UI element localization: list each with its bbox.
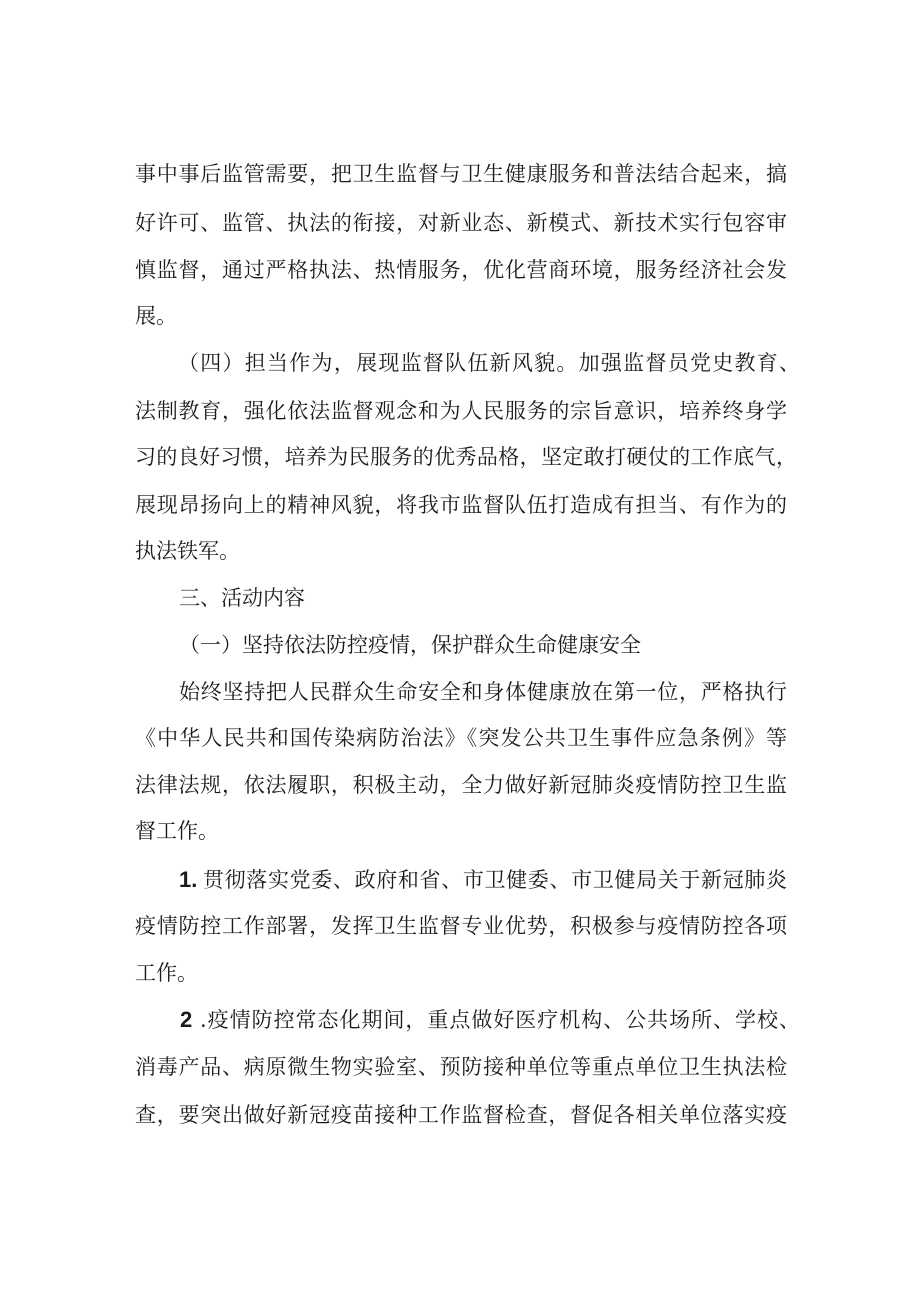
text-line: 《中华人民共和国传染病防治法》《突发公共卫生事件应急条例》等: [135, 726, 787, 750]
text-line: 工作。: [135, 961, 198, 985]
text-line: 法制教育，强化依法监督观念和为人民服务的宗旨意识，培养终身学: [135, 399, 787, 423]
text-line: 事中事后监管需要，把卫生监督与卫生健康服务和普法结合起来，搞: [135, 162, 787, 186]
text-line: 法律法规，依法履职，积极主动，全力做好新冠肺炎疫情防控卫生监: [135, 773, 787, 797]
paragraph-line: [0, 672, 920, 712]
text-line: （四）担当作为，展现监督队伍新风貌。加强监督员党史教育、: [178, 351, 800, 375]
paragraph-line: [0, 765, 920, 805]
text-line: 习的良好习惯，培养为民服务的优秀品格，坚定敢打硬仗的工作底气，: [135, 445, 797, 469]
text-line: 好许可、监管、执法的衔接，对新业态、新模式、新技术实行包容审: [135, 211, 787, 235]
text-line: .疫情防控常态化期间，重点做好医疗机构、公共场所、学校、: [200, 1008, 800, 1032]
subsection-heading-text: （一）坚持依法防控疫情，保护群众生命健康安全: [179, 633, 641, 657]
list-item-line: [0, 860, 920, 900]
text-line: 疫情防控工作部署，发挥卫生监督专业优势，积极参与疫情防控各项: [135, 914, 787, 938]
section-heading: [0, 578, 920, 618]
paragraph-line: [0, 203, 920, 243]
list-item-line: [0, 953, 920, 993]
paragraph-line: [0, 391, 920, 431]
paragraph-line: [0, 718, 920, 758]
list-item-line: [0, 1095, 920, 1135]
paragraph-line: [0, 811, 920, 851]
paragraph-line: [0, 485, 920, 525]
list-item-number: 2: [180, 1007, 193, 1032]
text-line: 展。: [135, 304, 177, 328]
section-heading-text: 三、活动内容: [179, 586, 305, 610]
list-item-line: [0, 1000, 920, 1040]
subsection-heading: [0, 625, 920, 665]
text-line: 消毒产品、病原微生物实验室、预防接种单位等重点单位卫生执法检: [135, 1055, 787, 1079]
list-item-line: [0, 906, 920, 946]
paragraph-line: [0, 437, 920, 477]
text-line: 贯彻落实党委、政府和省、市卫健委、市卫健局关于新冠肺炎: [203, 868, 787, 892]
text-line: 督工作。: [135, 819, 219, 843]
paragraph-line: [0, 531, 920, 571]
list-item-number: 1.: [179, 867, 198, 892]
paragraph-line: [0, 250, 920, 290]
text-line: 展现昂扬向上的精神风貌，将我市监督队伍打造成有担当、有作为的: [135, 493, 787, 517]
paragraph-line: [0, 154, 920, 194]
paragraph-line: [0, 343, 920, 383]
text-line: 查，要突出做好新冠疫苗接种工作监督检查，督促各相关单位落实疫: [135, 1103, 787, 1127]
paragraph-line: [0, 296, 920, 336]
text-line: 执法铁军。: [135, 539, 240, 563]
text-line: 始终坚持把人民群众生命安全和身体健康放在第一位，严格执行: [179, 680, 787, 704]
text-line: 慎监督，通过严格执法、热情服务，优化营商环境，服务经济社会发: [135, 258, 787, 282]
list-item-line: [0, 1047, 920, 1087]
